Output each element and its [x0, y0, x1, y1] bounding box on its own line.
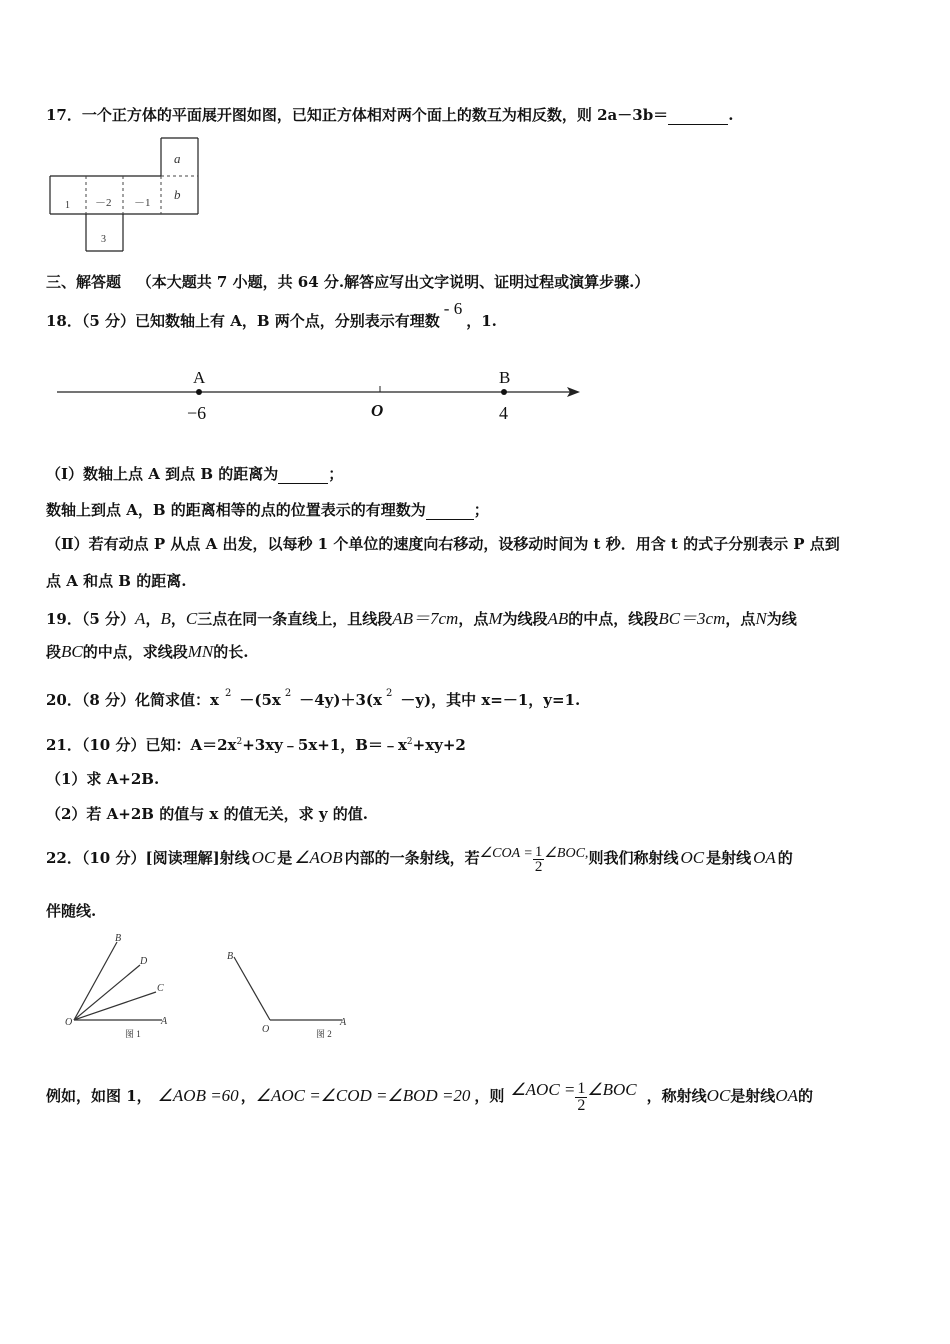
- q21-sup1: 2: [236, 737, 243, 747]
- q18-part2: （Ⅱ）若有动点 P 从点 A 出发，以每秒 1 个单位的速度向右移动，设移动时间为 t 秒．用含 t 的式子分别表示 P 点到: [46, 535, 840, 553]
- q22-AOB: ∠AOB: [294, 848, 343, 867]
- q22-line1: [46, 843, 793, 875]
- q22-t2: 是: [277, 849, 293, 867]
- q19-BC: BC: [61, 642, 83, 661]
- q22-ex-frac: [575, 1081, 587, 1114]
- q22-t3: 内部的一条射线，若: [344, 849, 480, 867]
- q20-sup2: 2: [284, 688, 292, 699]
- q22-OC: OC: [251, 848, 276, 867]
- q18-tail: ，1.: [466, 312, 497, 330]
- q19-ab7: AB＝7cm: [392, 609, 459, 628]
- q18-part1: [46, 463, 343, 484]
- q18-part2-cont: 点 A 和点 B 的距离.: [46, 572, 187, 590]
- q21-part1: （1）求 A+2B.: [46, 770, 160, 788]
- q17-stem: 17．一个正方体的平面展开图如图，已知正方体相对两个面上的数互为相反数，则 2a－3b＝: [46, 106, 669, 124]
- q19-M: M: [488, 609, 503, 628]
- q18-part1b-end: ；: [473, 501, 489, 519]
- q18-blank-2: [426, 501, 474, 520]
- fig2-label-B: B: [227, 951, 234, 962]
- q19-c2: ，: [170, 610, 186, 628]
- q22-t5: 是射线: [706, 849, 752, 867]
- q18-num: - 6: [443, 299, 463, 318]
- q21-sup2: 2: [406, 737, 413, 747]
- angle-figure-2: [222, 945, 352, 1045]
- q22-COA: ∠COA =: [479, 846, 533, 861]
- q22-ex-OA: OA: [775, 1086, 798, 1105]
- q22-t4: 则我们称射线: [588, 849, 679, 867]
- axis-origin-O: O: [371, 401, 384, 420]
- q17-blank: [668, 106, 728, 125]
- q19-N: N: [755, 609, 767, 628]
- q21-part2: （2）若 A+2B 的值与 x 的值无关，求 y 的值.: [46, 805, 368, 823]
- q19-t6: 为线: [766, 610, 797, 628]
- q19-c1: ，: [145, 610, 161, 628]
- fig1-label-O: O: [65, 1017, 73, 1028]
- net-face-b: b: [174, 187, 181, 202]
- q22-t1: 22．（10 分）[阅读理解]射线: [46, 849, 250, 867]
- q18-text: [46, 299, 497, 331]
- q19-A: A: [135, 609, 146, 628]
- net-face-a: a: [174, 151, 181, 166]
- q22-ex-t2: ，则: [474, 1087, 505, 1105]
- q22-ex-frac-num: 1: [577, 1079, 586, 1097]
- q21-text: [46, 734, 466, 755]
- q20-text: [46, 689, 580, 710]
- q18-part1-end: ；: [328, 465, 344, 483]
- q19-t1: 三点在同一条直线上，且线段: [197, 610, 393, 628]
- fig2-caption: 图 2: [316, 1029, 332, 1039]
- axis-value-B: 4: [499, 403, 508, 423]
- q22-ex-t3: ，称射线: [646, 1087, 707, 1105]
- q19-bc3: BC＝3cm: [658, 609, 726, 628]
- q18-blank-1: [278, 465, 328, 484]
- q22-frac: [533, 845, 545, 874]
- q19-t3: 为线段: [502, 610, 548, 628]
- q19-label: 19．（5 分）: [46, 610, 136, 628]
- q20-t4: －y)，其中 x=－1，y=1.: [400, 691, 581, 709]
- fig1-label-B: B: [115, 933, 122, 944]
- q17-text: [46, 104, 733, 125]
- q20-t1: 20．（8 分）化简求值：x: [46, 691, 219, 709]
- q22-line2: 伴随线.: [46, 902, 97, 920]
- cube-net-figure: [48, 136, 203, 254]
- q22-ex-t5: 的: [797, 1087, 813, 1105]
- q22-BOC: ∠BOC,: [544, 846, 589, 861]
- q22-frac-num: 1: [534, 843, 543, 860]
- q19-t5: ，点: [725, 610, 756, 628]
- axis-label-B: B: [499, 368, 511, 387]
- q20-sup3: 2: [385, 688, 393, 699]
- q21-t1: 21．（10 分）已知：A＝2x: [46, 736, 237, 754]
- q18-part1-text: （Ⅰ）数轴上点 A 到点 B 的距离为: [46, 465, 279, 483]
- q22-OA: OA: [753, 848, 776, 867]
- q22-t6: 的: [777, 849, 793, 867]
- q20-sup1: 2: [224, 688, 232, 699]
- section-3-heading: [46, 271, 649, 292]
- q22-ex-eq2: ∠AOC =∠COD =∠BOD =20: [255, 1086, 471, 1105]
- axis-label-A: A: [193, 368, 206, 387]
- net-face-neg1: －1: [134, 197, 151, 209]
- q19-C: C: [185, 609, 198, 628]
- q22-example: [46, 1078, 813, 1114]
- net-face-3: 3: [101, 234, 106, 245]
- q22-ex-frac-den: 2: [577, 1096, 586, 1114]
- q20-t3: －4y)＋3(x: [299, 691, 382, 709]
- q19-B: B: [160, 609, 171, 628]
- q18-part1b-text: 数轴上到点 A，B 的距离相等的点的位置表示的有理数为: [46, 501, 426, 519]
- angle-figure-1: [62, 932, 182, 1042]
- q19-t9: 的长.: [213, 643, 249, 661]
- q22-ex-AOC: ∠AOC =: [510, 1080, 576, 1099]
- q22-frac-den: 2: [534, 858, 543, 875]
- fig2-label-A: A: [340, 1017, 347, 1028]
- q20-t2: －(5x: [239, 691, 281, 709]
- section-3-title: 三、解答题: [46, 273, 122, 291]
- q22-ex-t4: 是射线: [730, 1087, 776, 1105]
- q19-t2: ，点: [458, 610, 489, 628]
- q22-ex-OC: OC: [706, 1086, 731, 1105]
- q21-t3: +xy+2: [412, 736, 466, 754]
- q19-AB: AB: [547, 609, 569, 628]
- net-face-1: 1: [65, 200, 70, 211]
- q19-MN: MN: [187, 642, 214, 661]
- fig1-caption: 图 1: [125, 1029, 141, 1039]
- q19-line2: [46, 641, 249, 662]
- q18-stem: 18．（5 分）已知数轴上有 A，B 两个点，分别表示有理数: [46, 312, 440, 330]
- q19-t7: 段: [46, 643, 62, 661]
- number-line-figure: [55, 365, 585, 430]
- fig1-label-D: D: [140, 956, 148, 967]
- fig1-label-A: A: [161, 1016, 168, 1027]
- q19-t8: 的中点，求线段: [82, 643, 188, 661]
- q22-ex-eq1: ∠AOB =60: [157, 1086, 239, 1105]
- q19-line1: [46, 604, 797, 629]
- q18-part1b: [46, 499, 489, 520]
- q19-t4: 的中点，线段: [568, 610, 659, 628]
- fig1-label-C: C: [157, 983, 164, 994]
- q17-end: .: [728, 106, 734, 124]
- q22-OC2: OC: [680, 848, 705, 867]
- q21-t2: +3xy﹣5x+1，B＝﹣x: [242, 736, 407, 754]
- axis-value-A: −6: [187, 403, 207, 423]
- net-face-neg2: －2: [95, 197, 112, 209]
- q22-ex-t1: 例如，如图 1，: [46, 1087, 152, 1105]
- section-3-desc: （本大题共 7 小题，共 64 分.解答应写出文字说明、证明过程或演算步骤.）: [136, 273, 650, 291]
- q22-ex-comma: ，: [240, 1087, 256, 1105]
- fig2-label-O: O: [262, 1024, 270, 1035]
- q22-ex-BOC: ∠BOC: [587, 1080, 637, 1099]
